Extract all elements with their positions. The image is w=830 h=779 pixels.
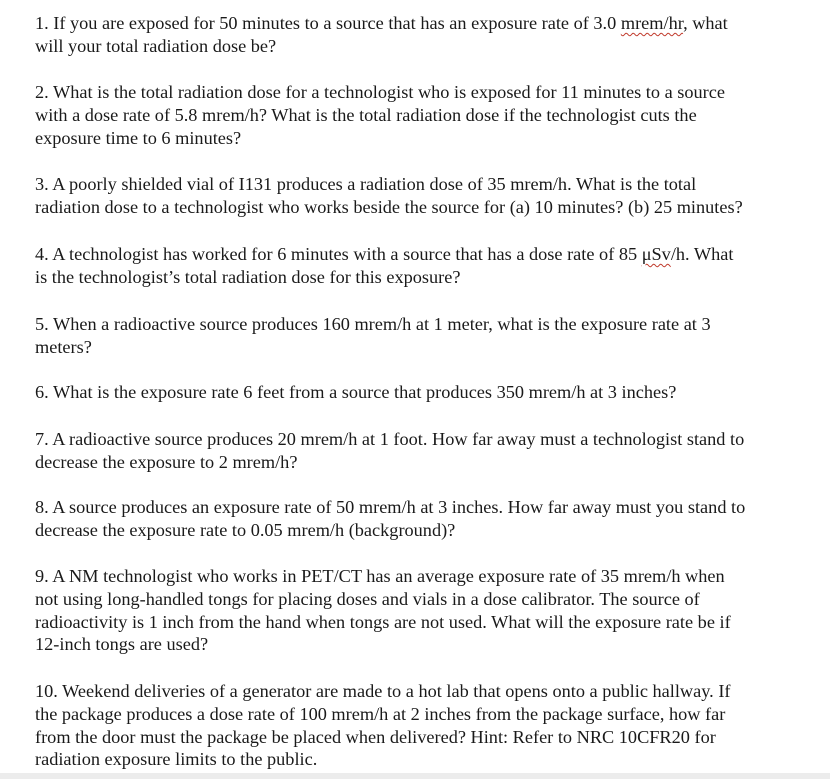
question-5 — [35, 313, 711, 359]
question-text: 2. What is the total radiation dose for a technologist who is exposed for 11 minutes to a source — [35, 82, 725, 102]
question-8-line — [35, 519, 745, 542]
question-text: not using long-handled tongs for placing doses and vials in a dose calibrator. The source of — [35, 588, 700, 609]
question-text: 6. What is the exposure rate 6 feet from a source that produces 350 mrem/h at 3 inches? — [35, 382, 677, 402]
question-text: /h. What — [670, 244, 734, 264]
question-text: radiation dose to a technologist who works beside the source for (a) 10 minutes? (b) 25 minutes? — [35, 196, 743, 217]
question-text: 1. If you are exposed for 50 minutes to a source that has an exposure rate of 3.0 — [35, 13, 621, 33]
question-7 — [35, 428, 744, 474]
page-bottom-edge — [0, 773, 830, 779]
question-text: 7. A radioactive source produces 20 mrem/h at 1 foot. How far away must a technologist stand to — [35, 429, 745, 449]
question-8-line — [35, 496, 745, 519]
question-1-line — [35, 35, 728, 58]
question-10-line — [35, 703, 731, 726]
question-text: with a dose rate of 5.8 mrem/h? What is the total radiation dose if the technologist cuts the — [35, 104, 697, 125]
question-8 — [35, 496, 745, 542]
question-text: , what — [683, 13, 728, 33]
question-text: 5. When a radioactive source produces 160 mrem/h at 1 meter, what is the exposure rate at 3 — [35, 314, 711, 334]
question-10 — [35, 680, 731, 771]
question-2 — [35, 81, 725, 149]
question-text: will your total radiation dose be? — [35, 35, 277, 56]
spellcheck-flagged-word: μSv — [641, 244, 671, 264]
question-text: decrease the exposure rate to 0.05 mrem/h (background)? — [35, 519, 456, 540]
question-10-line — [35, 748, 731, 771]
question-1-line — [35, 12, 728, 35]
question-6-line — [35, 381, 676, 404]
question-7-line — [35, 428, 744, 451]
question-2-line — [35, 81, 725, 104]
question-10-line — [35, 726, 731, 749]
question-9-line — [35, 633, 731, 656]
question-text: the package produces a dose rate of 100 mrem/h at 2 inches from the package surface, how far — [35, 703, 726, 724]
question-2-line — [35, 104, 725, 127]
question-text: 8. A source produces an exposure rate of 50 mrem/h at 3 inches. How far away must you stand to — [35, 497, 746, 517]
question-6 — [35, 381, 676, 404]
question-text: 3. A poorly shielded vial of I131 produces a radiation dose of 35 mrem/h. What is the total — [35, 174, 697, 194]
question-10-line — [35, 680, 731, 703]
question-9 — [35, 565, 731, 656]
question-text: 12-inch tongs are used? — [35, 634, 209, 655]
question-9-line — [35, 565, 731, 588]
question-1 — [35, 12, 728, 58]
question-2-line — [35, 127, 725, 150]
spellcheck-flagged-word: mrem/hr — [620, 13, 684, 33]
question-3 — [35, 173, 743, 219]
question-text: radioactivity is 1 inch from the hand when tongs are not used. What will the exposure rate be if — [35, 611, 731, 632]
question-text: radiation exposure limits to the public. — [35, 749, 318, 770]
question-3-line — [35, 173, 743, 196]
question-text: 4. A technologist has worked for 6 minutes with a source that has a dose rate of 85 — [35, 244, 642, 264]
question-5-line — [35, 313, 711, 336]
question-text: meters? — [35, 336, 92, 357]
question-4-line — [35, 266, 733, 289]
question-text: exposure time to 6 minutes? — [35, 127, 242, 148]
question-text: is the technologist’s total radiation dose for this exposure? — [35, 266, 461, 287]
question-text: 9. A NM technologist who works in PET/CT has an average exposure rate of 35 mrem/h when — [35, 566, 725, 586]
question-text: from the door must the package be placed when delivered? Hint: Refer to NRC 10CFR20 for — [35, 726, 716, 747]
question-9-line — [35, 611, 731, 634]
question-5-line — [35, 336, 711, 359]
question-3-line — [35, 196, 743, 219]
question-4-line — [35, 243, 733, 266]
question-text: 10. Weekend deliveries of a generator are made to a hot lab that opens onto a public hallway. If — [35, 681, 731, 701]
question-4 — [35, 243, 733, 289]
question-text: decrease the exposure to 2 mrem/h? — [35, 451, 298, 472]
question-7-line — [35, 451, 744, 474]
question-9-line — [35, 588, 731, 611]
